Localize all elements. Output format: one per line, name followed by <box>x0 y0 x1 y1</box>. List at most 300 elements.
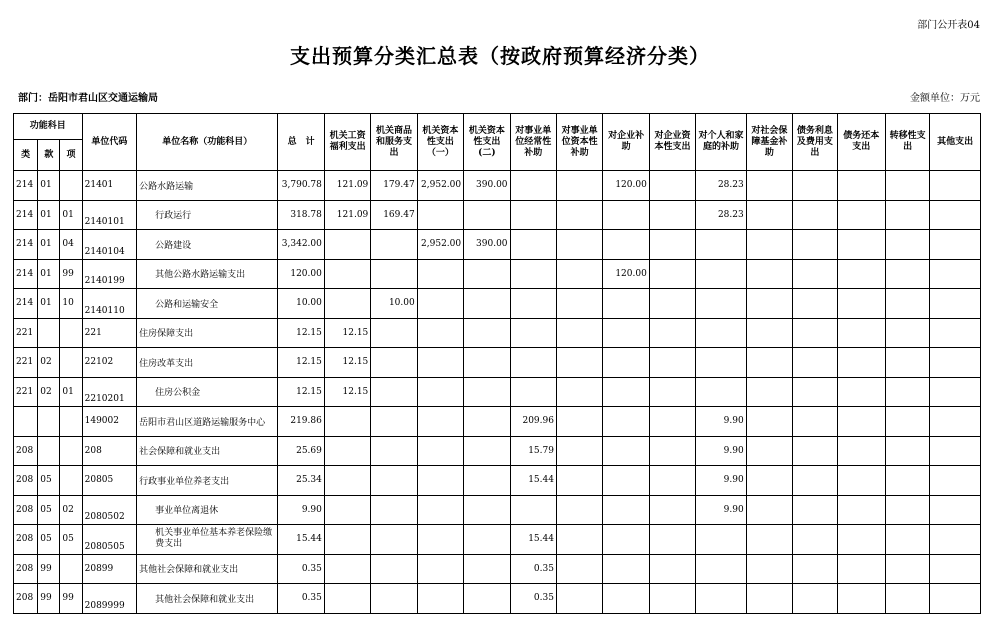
amount-cell <box>324 289 370 319</box>
kuan-cell: 05 <box>38 495 60 525</box>
amount-cell: 2,952.00 <box>417 230 463 260</box>
amount-cell <box>464 259 510 289</box>
amount-cell <box>371 230 417 260</box>
lei-header: 类 <box>14 140 38 171</box>
amount-cell <box>556 584 602 614</box>
amount-cell <box>885 495 929 525</box>
amount-cell <box>324 554 370 584</box>
kuan-cell: 05 <box>38 466 60 496</box>
amount-cell <box>556 259 602 289</box>
column-header: 对事业单位经常性补助 <box>510 114 556 171</box>
amount-cell <box>603 436 649 466</box>
amount-cell <box>556 348 602 378</box>
amount-cell <box>649 407 695 437</box>
amount-cell <box>746 171 792 201</box>
amount-cell <box>649 466 695 496</box>
unit-code-cell: 2140101 <box>82 200 137 230</box>
amount-cell: 12.15 <box>324 318 370 348</box>
amount-cell <box>603 495 649 525</box>
unit-name-cell: 住房改革支出 <box>137 348 278 378</box>
lei-cell: 208 <box>14 436 38 466</box>
lei-cell: 208 <box>14 466 38 496</box>
amount-cell <box>837 230 885 260</box>
amount-cell <box>324 525 370 555</box>
unit-code-cell: 2089999 <box>82 584 137 614</box>
xiang-cell: 99 <box>60 584 82 614</box>
amount-cell <box>371 407 417 437</box>
amount-cell <box>793 466 837 496</box>
unit-code-cell: 149002 <box>82 407 137 437</box>
unit-code-cell: 2080502 <box>82 495 137 525</box>
amount-cell <box>464 584 510 614</box>
page-title: 支出预算分类汇总表（按政府预算经济分类） <box>290 44 710 68</box>
amount-cell <box>649 289 695 319</box>
amount-cell <box>746 200 792 230</box>
amount-cell: 15.79 <box>510 436 556 466</box>
unit-name-cell: 公路和运输安全 <box>137 289 278 319</box>
amount-cell <box>417 377 463 407</box>
amount-cell <box>464 466 510 496</box>
amount-cell <box>930 289 981 319</box>
amount-cell <box>837 525 885 555</box>
amount-cell <box>417 495 463 525</box>
unit-name-cell: 住房公积金 <box>137 377 278 407</box>
kuan-cell: 99 <box>38 584 60 614</box>
amount-cell <box>793 436 837 466</box>
total-cell: 219.86 <box>278 407 324 437</box>
amount-cell <box>417 318 463 348</box>
amount-cell <box>649 230 695 260</box>
amount-cell <box>464 495 510 525</box>
amount-cell <box>885 584 929 614</box>
amount-cell <box>793 289 837 319</box>
amount-cell <box>793 554 837 584</box>
amount-cell <box>837 200 885 230</box>
amount-cell <box>696 584 746 614</box>
xiang-cell: 99 <box>60 259 82 289</box>
table-row <box>14 318 981 348</box>
total-cell: 10.00 <box>278 289 324 319</box>
amount-cell <box>930 466 981 496</box>
amount-cell <box>649 584 695 614</box>
amount-cell: 121.09 <box>324 200 370 230</box>
column-header: 机关资本性支出(二) <box>464 114 510 171</box>
column-header: 对企业资本性支出 <box>649 114 695 171</box>
amount-cell <box>746 230 792 260</box>
kuan-cell: 01 <box>38 171 60 201</box>
kuan-cell <box>38 318 60 348</box>
amount-cell <box>371 584 417 614</box>
table-row <box>14 495 981 525</box>
amount-cell <box>930 377 981 407</box>
amount-cell <box>556 377 602 407</box>
amount-cell <box>885 554 929 584</box>
unit-code-cell: 2140104 <box>82 230 137 260</box>
amount-cell <box>885 377 929 407</box>
amount-cell <box>793 171 837 201</box>
amount-cell <box>837 289 885 319</box>
amount-cell <box>930 436 981 466</box>
amount-cell <box>885 436 929 466</box>
amount-cell <box>793 584 837 614</box>
amount-cell <box>556 554 602 584</box>
amount-cell <box>696 377 746 407</box>
amount-cell <box>649 200 695 230</box>
total-cell: 0.35 <box>278 584 324 614</box>
amount-cell <box>696 230 746 260</box>
amount-cell <box>324 466 370 496</box>
amount-cell <box>885 318 929 348</box>
amount-cell: 390.00 <box>464 171 510 201</box>
kuan-cell: 01 <box>38 289 60 319</box>
amount-cell <box>324 230 370 260</box>
column-header: 转移性支出 <box>885 114 929 171</box>
amount-cell <box>746 407 792 437</box>
amount-cell <box>746 377 792 407</box>
amount-cell <box>371 495 417 525</box>
lei-cell: 214 <box>14 171 38 201</box>
amount-cell <box>510 200 556 230</box>
amount-cell <box>556 407 602 437</box>
table-row <box>14 466 981 496</box>
amount-cell <box>746 259 792 289</box>
amount-cell <box>793 348 837 378</box>
amount-cell <box>417 436 463 466</box>
amount-cell <box>793 318 837 348</box>
amount-cell <box>837 348 885 378</box>
amount-cell <box>417 200 463 230</box>
amount-cell <box>837 318 885 348</box>
total-cell: 12.15 <box>278 377 324 407</box>
amount-cell <box>556 466 602 496</box>
amount-cell <box>324 407 370 437</box>
amount-cell <box>885 171 929 201</box>
kuan-cell: 05 <box>38 525 60 555</box>
amount-cell <box>464 407 510 437</box>
amount-cell <box>746 554 792 584</box>
lei-cell: 214 <box>14 259 38 289</box>
amount-cell <box>603 200 649 230</box>
amount-cell <box>837 407 885 437</box>
total-cell: 12.15 <box>278 318 324 348</box>
amount-cell: 28.23 <box>696 171 746 201</box>
lei-cell: 208 <box>14 495 38 525</box>
amount-cell <box>930 525 981 555</box>
amount-cell <box>885 466 929 496</box>
amount-cell <box>649 377 695 407</box>
amount-cell <box>930 495 981 525</box>
amount-cell: 10.00 <box>371 289 417 319</box>
amount-cell <box>885 348 929 378</box>
unit-code-cell: 2140199 <box>82 259 137 289</box>
unit-name-cell: 社会保障和就业支出 <box>137 436 278 466</box>
unit-name-cell: 其他社会保障和就业支出 <box>137 584 278 614</box>
column-header: 债务利息及费用支出 <box>793 114 837 171</box>
amount-cell <box>793 230 837 260</box>
amount-cell <box>746 318 792 348</box>
amount-cell: 12.15 <box>324 348 370 378</box>
amount-cell <box>510 348 556 378</box>
unit-name-cell: 公路建设 <box>137 230 278 260</box>
amount-cell <box>417 407 463 437</box>
table-row <box>14 436 981 466</box>
amount-cell <box>837 584 885 614</box>
amount-cell <box>556 525 602 555</box>
xiang-cell: 02 <box>60 495 82 525</box>
xiang-cell: 05 <box>60 525 82 555</box>
amount-cell <box>603 554 649 584</box>
amount-cell <box>793 407 837 437</box>
amount-cell: 9.90 <box>696 436 746 466</box>
column-header: 其他支出 <box>930 114 981 171</box>
amount-cell: 0.35 <box>510 584 556 614</box>
unit-name-cell: 其他公路水路运输支出 <box>137 259 278 289</box>
amount-cell <box>696 525 746 555</box>
amount-cell <box>556 318 602 348</box>
amount-cell <box>793 525 837 555</box>
total-cell: 12.15 <box>278 348 324 378</box>
table-row <box>14 554 981 584</box>
amount-cell <box>417 554 463 584</box>
amount-cell <box>510 230 556 260</box>
amount-cell <box>603 584 649 614</box>
amount-cell <box>696 554 746 584</box>
column-header: 对事业单位资本性补助 <box>556 114 602 171</box>
amount-cell <box>837 436 885 466</box>
amount-cell <box>930 200 981 230</box>
amount-cell <box>649 171 695 201</box>
amount-cell: 169.47 <box>371 200 417 230</box>
amount-cell <box>417 466 463 496</box>
amount-cell: 0.35 <box>510 554 556 584</box>
amount-cell <box>837 259 885 289</box>
xiang-cell: 04 <box>60 230 82 260</box>
amount-cell <box>696 259 746 289</box>
unit-name-cell: 机关事业单位基本养老保险缴费支出 <box>137 525 278 555</box>
unit-code-cell: 20805 <box>82 466 137 496</box>
amount-cell: 9.90 <box>696 466 746 496</box>
unit-name-cell: 其他社会保障和就业支出 <box>137 554 278 584</box>
table-row <box>14 259 981 289</box>
xiang-cell <box>60 436 82 466</box>
amount-cell <box>603 525 649 555</box>
total-cell: 25.34 <box>278 466 324 496</box>
total-cell: 120.00 <box>278 259 324 289</box>
amount-cell <box>885 200 929 230</box>
amount-cell <box>649 436 695 466</box>
amount-cell <box>556 495 602 525</box>
column-header: 单位名称（功能科目） <box>137 114 278 171</box>
lei-cell <box>14 407 38 437</box>
table-row <box>14 289 981 319</box>
lei-cell: 221 <box>14 377 38 407</box>
unit-name-cell: 行政事业单位养老支出 <box>137 466 278 496</box>
amount-cell <box>510 171 556 201</box>
amount-cell <box>885 525 929 555</box>
amount-cell <box>649 554 695 584</box>
amount-cell <box>885 289 929 319</box>
kuan-cell <box>38 407 60 437</box>
amount-cell: 209.96 <box>510 407 556 437</box>
total-cell: 3,790.78 <box>278 171 324 201</box>
amount-cell <box>837 554 885 584</box>
amount-cell: 15.44 <box>510 466 556 496</box>
xiang-header: 项 <box>60 140 82 171</box>
amount-cell <box>930 230 981 260</box>
xiang-cell: 01 <box>60 200 82 230</box>
column-header: 对企业补助 <box>603 114 649 171</box>
amount-cell <box>510 259 556 289</box>
amount-cell <box>696 348 746 378</box>
xiang-cell <box>60 554 82 584</box>
total-cell: 9.90 <box>278 495 324 525</box>
amount-cell <box>603 230 649 260</box>
amount-cell <box>603 466 649 496</box>
kuan-cell: 02 <box>38 348 60 378</box>
amount-cell: 9.90 <box>696 407 746 437</box>
table-row <box>14 584 981 614</box>
unit-code-cell: 208 <box>82 436 137 466</box>
lei-cell: 214 <box>14 200 38 230</box>
amount-cell <box>930 584 981 614</box>
amount-cell <box>464 318 510 348</box>
lei-cell: 221 <box>14 348 38 378</box>
unit-code-cell: 21401 <box>82 171 137 201</box>
amount-cell: 179.47 <box>371 171 417 201</box>
amount-cell <box>417 584 463 614</box>
unit-name-cell: 住房保障支出 <box>137 318 278 348</box>
kuan-cell: 01 <box>38 230 60 260</box>
amount-cell <box>746 495 792 525</box>
amount-cell <box>696 318 746 348</box>
column-header: 单位代码 <box>82 114 137 171</box>
kuan-header: 款 <box>38 140 60 171</box>
amount-cell <box>793 377 837 407</box>
budget-table <box>13 113 981 614</box>
unit-name-cell: 行政运行 <box>137 200 278 230</box>
amount-cell <box>793 259 837 289</box>
amount-cell <box>837 495 885 525</box>
amount-cell <box>885 407 929 437</box>
function-subject-header: 功能科目 <box>14 114 83 140</box>
xiang-cell <box>60 407 82 437</box>
amount-cell <box>603 377 649 407</box>
amount-cell <box>556 171 602 201</box>
total-cell: 318.78 <box>278 200 324 230</box>
amount-cell <box>464 289 510 319</box>
table-row <box>14 377 981 407</box>
amount-cell <box>837 377 885 407</box>
xiang-cell <box>60 466 82 496</box>
amount-cell <box>371 466 417 496</box>
amount-cell <box>649 259 695 289</box>
amount-cell <box>464 377 510 407</box>
amount-cell <box>746 436 792 466</box>
amount-cell <box>885 259 929 289</box>
amount-cell <box>556 230 602 260</box>
amount-cell: 28.23 <box>696 200 746 230</box>
column-header: 债务还本支出 <box>837 114 885 171</box>
table-row <box>14 200 981 230</box>
total-cell: 0.35 <box>278 554 324 584</box>
lei-cell: 208 <box>14 525 38 555</box>
unit-code-cell: 2210201 <box>82 377 137 407</box>
table-row <box>14 171 981 201</box>
amount-cell <box>885 230 929 260</box>
amount-cell <box>510 495 556 525</box>
amount-cell <box>603 407 649 437</box>
amount-cell <box>930 171 981 201</box>
unit-code-cell: 2140110 <box>82 289 137 319</box>
amount-cell <box>930 259 981 289</box>
amount-cell <box>603 318 649 348</box>
table-number-label: 部门公开表04 <box>917 20 980 31</box>
amount-cell: 12.15 <box>324 377 370 407</box>
lei-cell: 208 <box>14 554 38 584</box>
amount-cell: 120.00 <box>603 171 649 201</box>
column-header: 机关资本性支出（一） <box>417 114 463 171</box>
amount-cell <box>930 554 981 584</box>
amount-cell <box>417 348 463 378</box>
amount-cell: 15.44 <box>510 525 556 555</box>
lei-cell: 214 <box>14 289 38 319</box>
kuan-cell: 02 <box>38 377 60 407</box>
table-row <box>14 348 981 378</box>
amount-cell <box>371 525 417 555</box>
total-cell: 25.69 <box>278 436 324 466</box>
amount-cell <box>510 289 556 319</box>
amount-unit-label: 金额单位：万元 <box>910 93 980 104</box>
amount-cell <box>930 318 981 348</box>
amount-cell <box>649 525 695 555</box>
unit-name-cell: 事业单位离退休 <box>137 495 278 525</box>
amount-cell <box>324 436 370 466</box>
column-header: 对个人和家庭的补助 <box>696 114 746 171</box>
amount-cell <box>371 554 417 584</box>
amount-cell <box>510 377 556 407</box>
amount-cell <box>746 348 792 378</box>
department-label: 部门：岳阳市君山区交通运输局 <box>18 93 158 104</box>
amount-cell <box>371 377 417 407</box>
table-row <box>14 230 981 260</box>
amount-cell <box>746 289 792 319</box>
amount-cell: 2,952.00 <box>417 171 463 201</box>
table-row <box>14 525 981 555</box>
amount-cell <box>696 289 746 319</box>
amount-cell <box>371 348 417 378</box>
unit-name-cell: 公路水路运输 <box>137 171 278 201</box>
column-header: 机关工资福利支出 <box>324 114 370 171</box>
xiang-cell: 01 <box>60 377 82 407</box>
amount-cell <box>930 348 981 378</box>
amount-cell <box>746 466 792 496</box>
amount-cell <box>746 584 792 614</box>
amount-cell: 120.00 <box>603 259 649 289</box>
xiang-cell: 10 <box>60 289 82 319</box>
amount-cell <box>556 436 602 466</box>
table-row <box>14 407 981 437</box>
lei-cell: 208 <box>14 584 38 614</box>
column-header: 对社会保障基金补助 <box>746 114 792 171</box>
amount-cell <box>556 289 602 319</box>
amount-cell <box>464 200 510 230</box>
kuan-cell <box>38 436 60 466</box>
amount-cell <box>371 259 417 289</box>
unit-code-cell: 2080505 <box>82 525 137 555</box>
table-body <box>14 171 981 614</box>
amount-cell <box>417 289 463 319</box>
unit-code-cell: 20899 <box>82 554 137 584</box>
